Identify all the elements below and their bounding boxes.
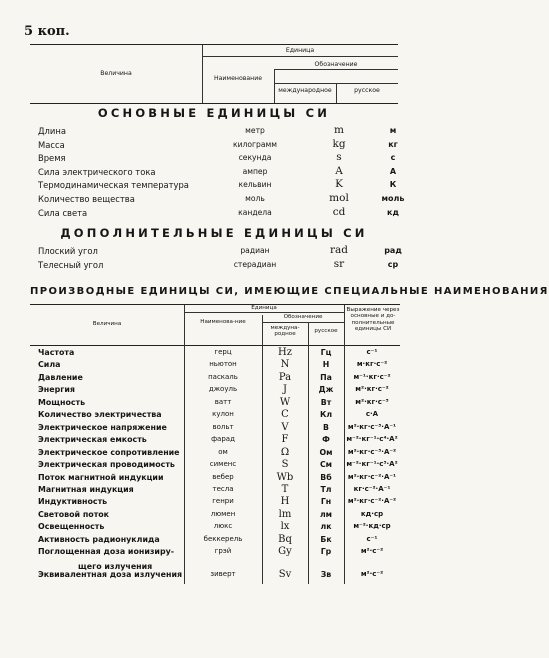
quantity-name: Активность радионуклида	[38, 534, 160, 544]
header2-russian: русское	[314, 328, 338, 334]
derived-units-table	[30, 344, 400, 584]
unit-symbol-international: Hz	[278, 347, 292, 358]
unit-symbol-international: Gy	[278, 546, 292, 558]
row-continuation: щего излучения	[78, 562, 153, 571]
derived-unit-row	[30, 448, 400, 460]
unit-expression: м·кг·с⁻²	[356, 360, 388, 369]
quantity-name: Сила света	[38, 207, 88, 218]
unit-symbol-russian: Бк	[320, 534, 332, 544]
unit-symbol-international: V	[281, 421, 289, 433]
derived-unit-row	[30, 435, 400, 447]
unit-symbol-russian: Гц	[320, 348, 332, 357]
unit-symbol-international: K	[335, 178, 343, 191]
header2-name: Наименова-ние	[200, 319, 246, 325]
unit-expression: м²·с⁻²	[360, 570, 384, 579]
unit-expression: м²·кг·с⁻³·А⁻²	[347, 447, 397, 456]
supp-unit-row	[38, 260, 398, 273]
header-symbol: Обозначение	[314, 61, 358, 68]
unit-symbol-international: T	[281, 483, 289, 495]
unit-symbol-russian: Гн	[320, 497, 332, 507]
unit-expression: с⁻¹	[366, 348, 378, 356]
derived-unit-row	[30, 348, 400, 360]
unit-expression: м⁻²·кг⁻¹·с⁴·А²	[346, 435, 398, 444]
unit-name: сименс	[209, 460, 237, 469]
unit-symbol-russian: К	[389, 180, 397, 190]
derived-unit-row	[30, 410, 400, 422]
unit-symbol-russian: с	[390, 153, 396, 163]
unit-symbol-international: F	[281, 434, 289, 446]
unit-symbol-international: lm	[278, 508, 292, 520]
unit-symbol-international: mol	[329, 192, 349, 204]
unit-symbol-international: lx	[280, 521, 290, 533]
unit-name: джоуль	[208, 385, 238, 394]
section-supplementary-units: ДОПОЛНИТЕЛЬНЫЕ ЕДИНИЦЫ СИ	[60, 226, 368, 240]
unit-symbol-international: Wb	[276, 471, 294, 483]
quantity-name: Освещенность	[38, 522, 105, 532]
base-units-header	[30, 44, 398, 104]
unit-name: тесла	[212, 484, 234, 493]
unit-symbol-russian: В	[323, 422, 329, 432]
unit-name: моль	[245, 194, 265, 203]
derived-unit-row	[30, 473, 400, 485]
quantity-name: Электрическое сопротивление	[38, 447, 180, 457]
unit-name: кандела	[238, 207, 272, 217]
unit-symbol-russian: моль	[381, 194, 405, 203]
unit-name: беккерель	[203, 534, 243, 543]
unit-symbol-russian: лм	[319, 509, 333, 519]
unit-name: люмен	[210, 509, 236, 518]
unit-symbol-russian: Ом	[319, 447, 333, 457]
unit-symbol-international: H	[280, 496, 290, 508]
header-unit: Единица	[285, 47, 315, 54]
unit-expression: с·А	[365, 410, 379, 419]
unit-name: зиверт	[210, 570, 236, 579]
quantity-name: Электрическая емкость	[38, 435, 147, 445]
quantity-name: Время	[38, 153, 66, 164]
header-quantity: Величина	[100, 70, 132, 77]
unit-name: генри	[212, 497, 234, 506]
unit-name: вольт	[212, 422, 234, 431]
section-derived-units: ПРОИЗВОДНЫЕ ЕДИНИЦЫ СИ, ИМЕЮЩИЕ СПЕЦИАЛЬНЫЕ НАИМЕНОВАНИЯ	[30, 286, 549, 297]
header2-symbol: Обозначение	[283, 314, 323, 320]
derived-unit-row	[30, 423, 400, 435]
quantity-name: Мощность	[38, 397, 86, 407]
derived-unit-row	[30, 373, 400, 385]
derived-unit-row	[30, 398, 400, 410]
unit-expression: с⁻¹	[366, 534, 378, 543]
unit-name: фарад	[211, 435, 235, 444]
unit-expression: м⁻²·кг⁻¹·с³·А²	[346, 460, 398, 469]
quantity-name: Поглощенная доза ионизиру-	[38, 547, 175, 557]
quantity-name: Электрическая проводимость	[38, 460, 175, 470]
unit-name: вебер	[212, 472, 234, 481]
unit-symbol-russian: Зв	[320, 570, 332, 580]
quantity-name: Частота	[38, 348, 75, 357]
derived-unit-row	[30, 535, 400, 547]
header-international: международное	[278, 87, 332, 94]
unit-name: ампер	[242, 166, 268, 176]
base-unit-row	[38, 205, 399, 221]
unit-symbol-russian: Кл	[319, 410, 333, 420]
unit-expression: кд·ср	[360, 509, 384, 518]
unit-symbol-international: m	[334, 124, 344, 136]
unit-name: кельвин	[238, 180, 272, 190]
unit-symbol-international: W	[279, 396, 291, 408]
unit-symbol-russian: Тл	[320, 484, 332, 494]
unit-expression: кг·с⁻²·А⁻¹	[353, 484, 391, 493]
unit-symbol-russian: кд	[387, 207, 399, 217]
unit-symbol-russian: Вт	[320, 397, 332, 407]
quantity-name: Индуктивность	[38, 497, 108, 507]
quantity-name: Плоский угол	[38, 246, 98, 256]
unit-symbol-russian: кг	[388, 139, 398, 149]
section-base-units: ОСНОВНЫЕ ЕДИНИЦЫ СИ	[97, 106, 331, 120]
quantity-name: Масса	[38, 139, 65, 150]
quantity-name: Сила	[38, 360, 61, 370]
unit-symbol-international: C	[281, 409, 289, 421]
unit-name: стерадиан	[233, 260, 277, 269]
unit-expression: м²·с⁻²	[360, 547, 384, 556]
quantity-name: Термодинамическая температура	[38, 180, 189, 191]
derived-unit-row	[30, 460, 400, 472]
unit-symbol-russian: Гр	[320, 547, 332, 557]
unit-symbol-international: Bq	[278, 533, 292, 545]
header2-unit: Единица	[251, 305, 277, 311]
quantity-name: Количество электричества	[38, 410, 162, 420]
unit-name: грэй	[214, 547, 232, 556]
unit-expression: м⁻²·кд·ср	[353, 522, 391, 531]
quantity-name: Сила электрического тока	[38, 166, 156, 177]
quantity-name: Давление	[38, 372, 83, 382]
unit-name: ом	[218, 447, 228, 456]
quantity-name: Магнитная индукция	[38, 484, 134, 494]
derived-unit-row	[30, 522, 400, 534]
unit-symbol-russian: Ф	[322, 435, 330, 445]
unit-expression: м²·кг·с⁻³·А⁻¹	[347, 422, 397, 431]
unit-name: кулон	[212, 410, 234, 419]
unit-name: ньютон	[209, 360, 237, 369]
unit-name: герц	[214, 348, 232, 356]
derived-unit-row	[30, 485, 400, 497]
quantity-name: Энергия	[38, 385, 75, 395]
derived-unit-row	[30, 360, 400, 372]
quantity-name: Длина	[38, 126, 66, 136]
unit-symbol-international: sr	[333, 258, 345, 270]
unit-symbol-russian: м	[389, 126, 397, 135]
unit-name: паскаль	[208, 372, 238, 381]
unit-symbol-international: Sv	[278, 569, 292, 581]
header2-international: междуна-родное	[270, 325, 300, 338]
unit-symbol-russian: рад	[384, 246, 402, 255]
price-label: 5 коп.	[24, 24, 70, 39]
header2-quantity: Величина	[92, 321, 122, 327]
unit-name: ватт	[214, 397, 232, 406]
unit-symbol-russian: лк	[320, 522, 332, 532]
unit-symbol-russian: Вб	[320, 472, 332, 482]
unit-expression: м⁻¹·кг·с⁻²	[353, 372, 391, 381]
unit-symbol-international: Pa	[278, 371, 292, 383]
quantity-name: Световой поток	[38, 509, 110, 519]
unit-symbol-international: rad	[329, 244, 348, 256]
unit-expression: м²·кг·с⁻²·А⁻²	[347, 497, 397, 506]
unit-symbol-international: cd	[332, 205, 346, 218]
unit-name: килограмм	[233, 139, 277, 149]
header2-expression: Выражение через основные и до-полнительные единицы СИ	[346, 307, 400, 333]
unit-name: метр	[245, 126, 265, 135]
unit-name: секунда	[238, 153, 272, 163]
unit-symbol-russian: Па	[320, 372, 332, 382]
unit-symbol-russian: Дж	[318, 385, 334, 395]
derived-unit-row	[30, 570, 400, 582]
header-name: Наименование	[213, 75, 263, 82]
unit-symbol-international: Ω	[280, 446, 290, 458]
unit-symbol-international: J	[282, 384, 287, 396]
unit-symbol-international: s	[336, 151, 342, 164]
quantity-name: Количество вещества	[38, 194, 135, 204]
derived-unit-row	[30, 510, 400, 522]
header-russian: русское	[354, 87, 380, 94]
derived-units-header	[30, 304, 400, 346]
quantity-name: Эквивалентная доза излучения	[38, 570, 183, 580]
derived-unit-row	[30, 385, 400, 397]
unit-symbol-international: kg	[332, 137, 346, 150]
unit-symbol-international: N	[280, 359, 290, 371]
unit-symbol-russian: Н	[322, 360, 330, 370]
quantity-name: Электрическое напряжение	[38, 422, 167, 432]
unit-symbol-russian: См	[319, 460, 333, 470]
quantity-name: Поток магнитной индукции	[38, 472, 164, 482]
unit-expression: м²·кг·с⁻²·А⁻¹	[347, 472, 397, 481]
unit-symbol-international: A	[335, 164, 343, 177]
unit-symbol-russian: А	[389, 166, 397, 176]
unit-symbol-russian: ср	[387, 260, 399, 269]
unit-expression: м²·кг·с⁻²	[355, 385, 389, 394]
derived-unit-row	[30, 497, 400, 509]
unit-name: люкс	[213, 522, 233, 531]
unit-name: радиан	[240, 246, 270, 255]
quantity-name: Телесный угол	[38, 260, 104, 270]
derived-unit-row	[30, 547, 400, 559]
unit-symbol-international: S	[281, 459, 289, 471]
unit-expression: м²·кг·с⁻³	[355, 397, 389, 406]
